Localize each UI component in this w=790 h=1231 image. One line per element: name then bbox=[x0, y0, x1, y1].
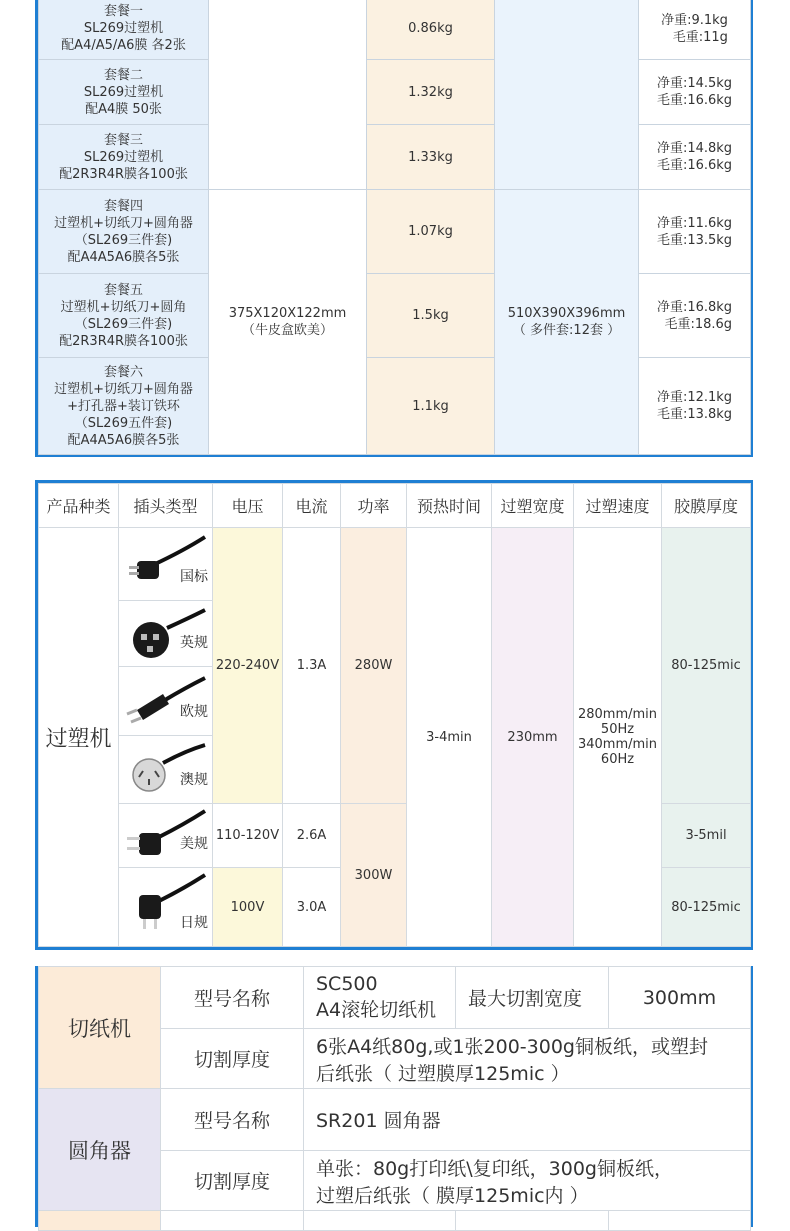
gross-weight-cell: 净重:12.1kg 毛重:13.8kg bbox=[639, 358, 751, 455]
rounder-model-value: SR201 圆角器 bbox=[304, 1089, 751, 1151]
product-weight-cell: 1.1kg bbox=[367, 358, 495, 455]
gross-weight-cell: 净重:14.5kg 毛重:16.6kg bbox=[639, 60, 751, 125]
header-product-type: 产品种类 bbox=[39, 484, 119, 528]
cutter-max-value: 300mm bbox=[609, 967, 751, 1029]
current-cell: 3.0A bbox=[283, 868, 341, 947]
power-cell: 280W bbox=[341, 528, 407, 804]
package-name-cell: 套餐二 SL269过塑机 配A4膜 50张 bbox=[39, 60, 209, 125]
accessory-table bbox=[38, 966, 751, 1231]
cutter-max-label: 最大切割宽度 bbox=[456, 967, 609, 1029]
header-power: 功率 bbox=[341, 484, 407, 528]
header-current: 电流 bbox=[283, 484, 341, 528]
next-row-partial bbox=[39, 1211, 751, 1231]
width-cell: 230mm bbox=[492, 528, 574, 947]
power-cell: 300W bbox=[341, 804, 407, 947]
next-category-partial bbox=[39, 1211, 161, 1231]
gross-weight-cell: 净重:16.8kg 毛重:18.6g bbox=[639, 274, 751, 358]
cutter-model-row bbox=[39, 967, 751, 1029]
film-cell: 80-125mic bbox=[662, 528, 751, 804]
package-row bbox=[39, 190, 751, 274]
rounder-model-row bbox=[39, 1089, 751, 1151]
rounder-thickness-label: 切割厚度 bbox=[161, 1151, 304, 1211]
current-cell: 1.3A bbox=[283, 528, 341, 804]
voltage-cell: 100V bbox=[213, 868, 283, 947]
package-name-cell: 套餐三 SL269过塑机 配2R3R4R膜各100张 bbox=[39, 125, 209, 190]
cutter-model-value: SC500 A4滚轮切纸机 bbox=[304, 967, 456, 1029]
cutter-thickness-value: 6张A4纸80g,或1张200-300g铜板纸，或塑封 后纸张（ 过塑膜厚125mic ） bbox=[304, 1029, 751, 1089]
product-name-cell: 过塑机 bbox=[39, 528, 119, 947]
rounder-category: 圆角器 bbox=[39, 1089, 161, 1211]
header-film: 胶膜厚度 bbox=[662, 484, 751, 528]
product-weight-cell: 0.86kg bbox=[367, 0, 495, 60]
package-row bbox=[39, 125, 751, 190]
spec-table-frame bbox=[35, 480, 753, 950]
rounder-model-label: 型号名称 bbox=[161, 1089, 304, 1151]
film-cell: 80-125mic bbox=[662, 868, 751, 947]
package-row bbox=[39, 60, 751, 125]
box-size-cell: 375X120X122mm （牛皮盒欧美） bbox=[209, 190, 367, 455]
plug-cell: 日规 bbox=[119, 868, 213, 947]
package-row bbox=[39, 274, 751, 358]
header-plug-type: 插头类型 bbox=[119, 484, 213, 528]
package-name-cell: 套餐一 SL269过塑机 配A4/A5/A6膜 各2张 bbox=[39, 0, 209, 60]
preheat-cell: 3-4min bbox=[407, 528, 492, 947]
speed-cell: 280mm/min 50Hz 340mm/min 60Hz bbox=[574, 528, 662, 947]
spec-header-row bbox=[39, 484, 751, 528]
plug-cell: 欧规 bbox=[119, 667, 213, 735]
gross-weight-cell: 净重:9.1kg 毛重:11g bbox=[639, 0, 751, 60]
header-speed: 过塑速度 bbox=[574, 484, 662, 528]
cutter-category: 切纸机 bbox=[39, 967, 161, 1089]
box-size-cell-empty bbox=[209, 0, 367, 190]
plug-cell: 美规 bbox=[119, 804, 213, 868]
header-voltage: 电压 bbox=[213, 484, 283, 528]
cutter-model-label: 型号名称 bbox=[161, 967, 304, 1029]
gross-weight-cell: 净重:11.6kg 毛重:13.5kg bbox=[639, 190, 751, 274]
spec-table bbox=[38, 483, 751, 947]
package-name-cell: 套餐四 过塑机+切纸刀+圆角器 （SL269三件套) 配A4A5A6膜各5张 bbox=[39, 190, 209, 274]
current-cell: 2.6A bbox=[283, 804, 341, 868]
header-width: 过塑宽度 bbox=[492, 484, 574, 528]
package-name-cell: 套餐六 过塑机+切纸刀+圆角器 +打孔器+装订铁环 （SL269五件套) 配A4A5A6膜各5张 bbox=[39, 358, 209, 455]
product-weight-cell: 1.07kg bbox=[367, 190, 495, 274]
package-table-frame bbox=[35, 0, 753, 457]
carton-size-cell-empty bbox=[495, 0, 639, 190]
product-weight-cell: 1.33kg bbox=[367, 125, 495, 190]
carton-size-cell: 510X390X396mm （ 多件套:12套 ） bbox=[495, 190, 639, 455]
package-table bbox=[38, 0, 751, 455]
header-preheat: 预热时间 bbox=[407, 484, 492, 528]
plug-cell: 英规 bbox=[119, 600, 213, 666]
product-weight-cell: 1.5kg bbox=[367, 274, 495, 358]
plug-cell: 国标 bbox=[119, 528, 213, 600]
package-name-cell: 套餐五 过塑机+切纸刀+圆角 （SL269三件套) 配2R3R4R膜各100张 bbox=[39, 274, 209, 358]
accessory-table-frame bbox=[35, 966, 753, 1227]
product-weight-cell: 1.32kg bbox=[367, 60, 495, 125]
package-row bbox=[39, 358, 751, 455]
gross-weight-cell: 净重:14.8kg 毛重:16.6kg bbox=[639, 125, 751, 190]
plug-row bbox=[39, 528, 751, 600]
plug-cell: 澳规 bbox=[119, 735, 213, 803]
package-row bbox=[39, 0, 751, 60]
film-cell: 3-5mil bbox=[662, 804, 751, 868]
voltage-cell: 110-120V bbox=[213, 804, 283, 868]
rounder-thickness-value: 单张：80g打印纸\复印纸，300g铜板纸， 过塑后纸张（ 膜厚125mic内 ） bbox=[304, 1151, 751, 1211]
cutter-thickness-label: 切割厚度 bbox=[161, 1029, 304, 1089]
voltage-cell: 220-240V bbox=[213, 528, 283, 804]
